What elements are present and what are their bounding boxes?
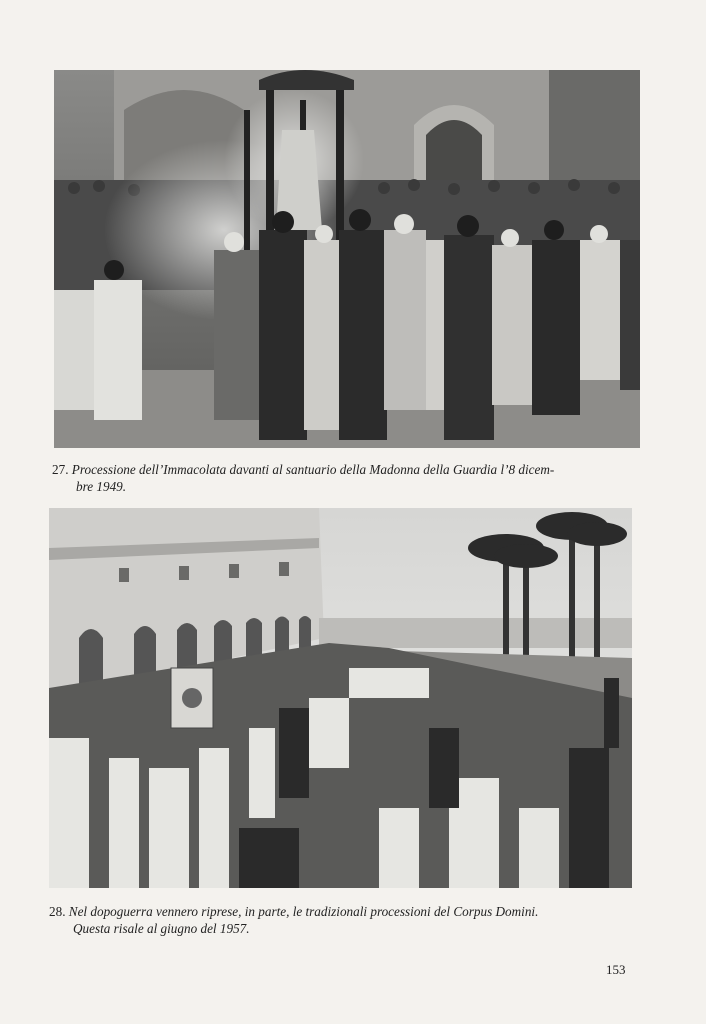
photo-corpus-domini-procession [49, 508, 632, 888]
caption-figure-28 [49, 903, 649, 937]
caption-text-line2: Questa risale al giugno del 1957. [73, 921, 250, 936]
caption-text-line2: bre 1949. [76, 479, 127, 494]
caption-figure-27 [52, 461, 642, 495]
figure-number: 28. [49, 904, 66, 919]
caption-text-line1: Nel dopoguerra vennero riprese, in parte, le tradizionali processioni del Corpus Domini. [68, 904, 539, 919]
figure-number: 27. [52, 462, 69, 477]
photo-procession-sanctuary [54, 70, 640, 448]
page-number: 153 [606, 962, 626, 977]
photo-corpus-domini-image [49, 508, 632, 888]
photo-procession-sanctuary-image [54, 70, 640, 448]
caption-text-line1: Processione dell’Immacolata davanti al santuario della Madonna della Guardia l’8 dicem- [71, 462, 555, 477]
